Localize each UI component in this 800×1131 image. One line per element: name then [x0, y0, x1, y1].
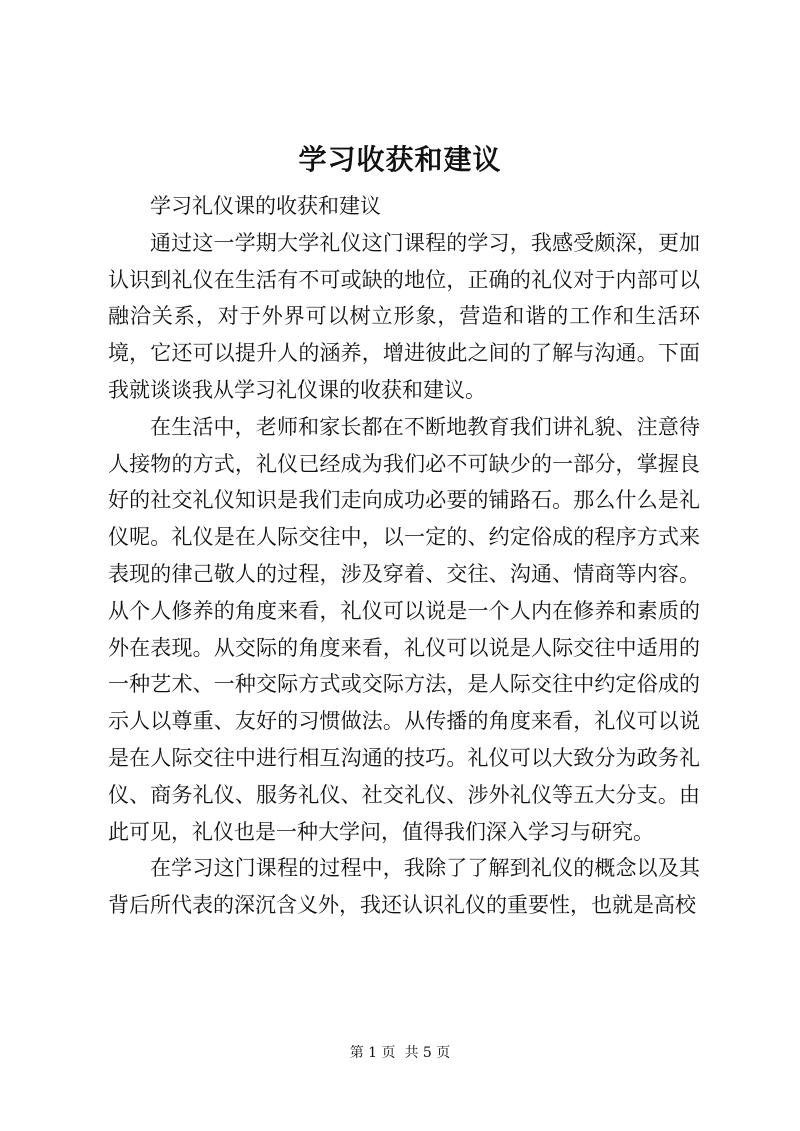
- page-number: 第 1 页 共 5 页: [349, 1045, 451, 1061]
- paragraph-learning: 在学习这门课程的过程中，我除了了解到礼仪的概念以及其背后所代表的深沉含义外，我还认识礼仪的重要性，也就是高校: [108, 856, 700, 918]
- document-body: [108, 188, 700, 924]
- document-title: 学习收获和建议: [298, 143, 502, 176]
- paragraph-definition: 在生活中，老师和家长都在不断地教育我们讲礼貌、注意待人接物的方式，礼仪已经成为我们必不可缺少的一部分，掌握良好的社交礼仪知识是我们走向成功必要的铺路石。那么什么是礼仪呢。礼仪是在人际交往中，以一定的、约定俗成的程序方式来表现的律己敬人的过程，涉及穿着、交往、沟通、情商等内容。从个人修养的角度来看，礼仪可以说是一个人内在修养和素质的外在表现。从交际的角度来看，礼仪可以说是人际交往中适用的一种艺术、一种交际方式或交际方法，是人际交往中约定俗成的示人以尊重、友好的习惯做法。从传播的角度来看，礼仪可以说是在人际交往中进行相互沟通的技巧。礼仪可以大致分为政务礼仪、商务礼仪、服务礼仪、社交礼仪、涉外礼仪等五大分支。由此可见，礼仪也是一种大学问，值得我们深入学习与研究。: [108, 414, 700, 844]
- page-footer: [0, 1043, 800, 1063]
- paragraph-intro: 通过这一学期大学礼仪这门课程的学习，我感受颇深，更加认识到礼仪在生活有不可或缺的地位，正确的礼仪对于内部可以融洽关系，对于外界可以树立形象，营造和谐的工作和生活环境，它还可以提升人的涵养，增进彼此之间的了解与沟通。下面我就谈谈我从学习礼仪课的收获和建议。: [108, 230, 700, 402]
- paragraph-subtitle: 学习礼仪课的收获和建议: [150, 194, 381, 218]
